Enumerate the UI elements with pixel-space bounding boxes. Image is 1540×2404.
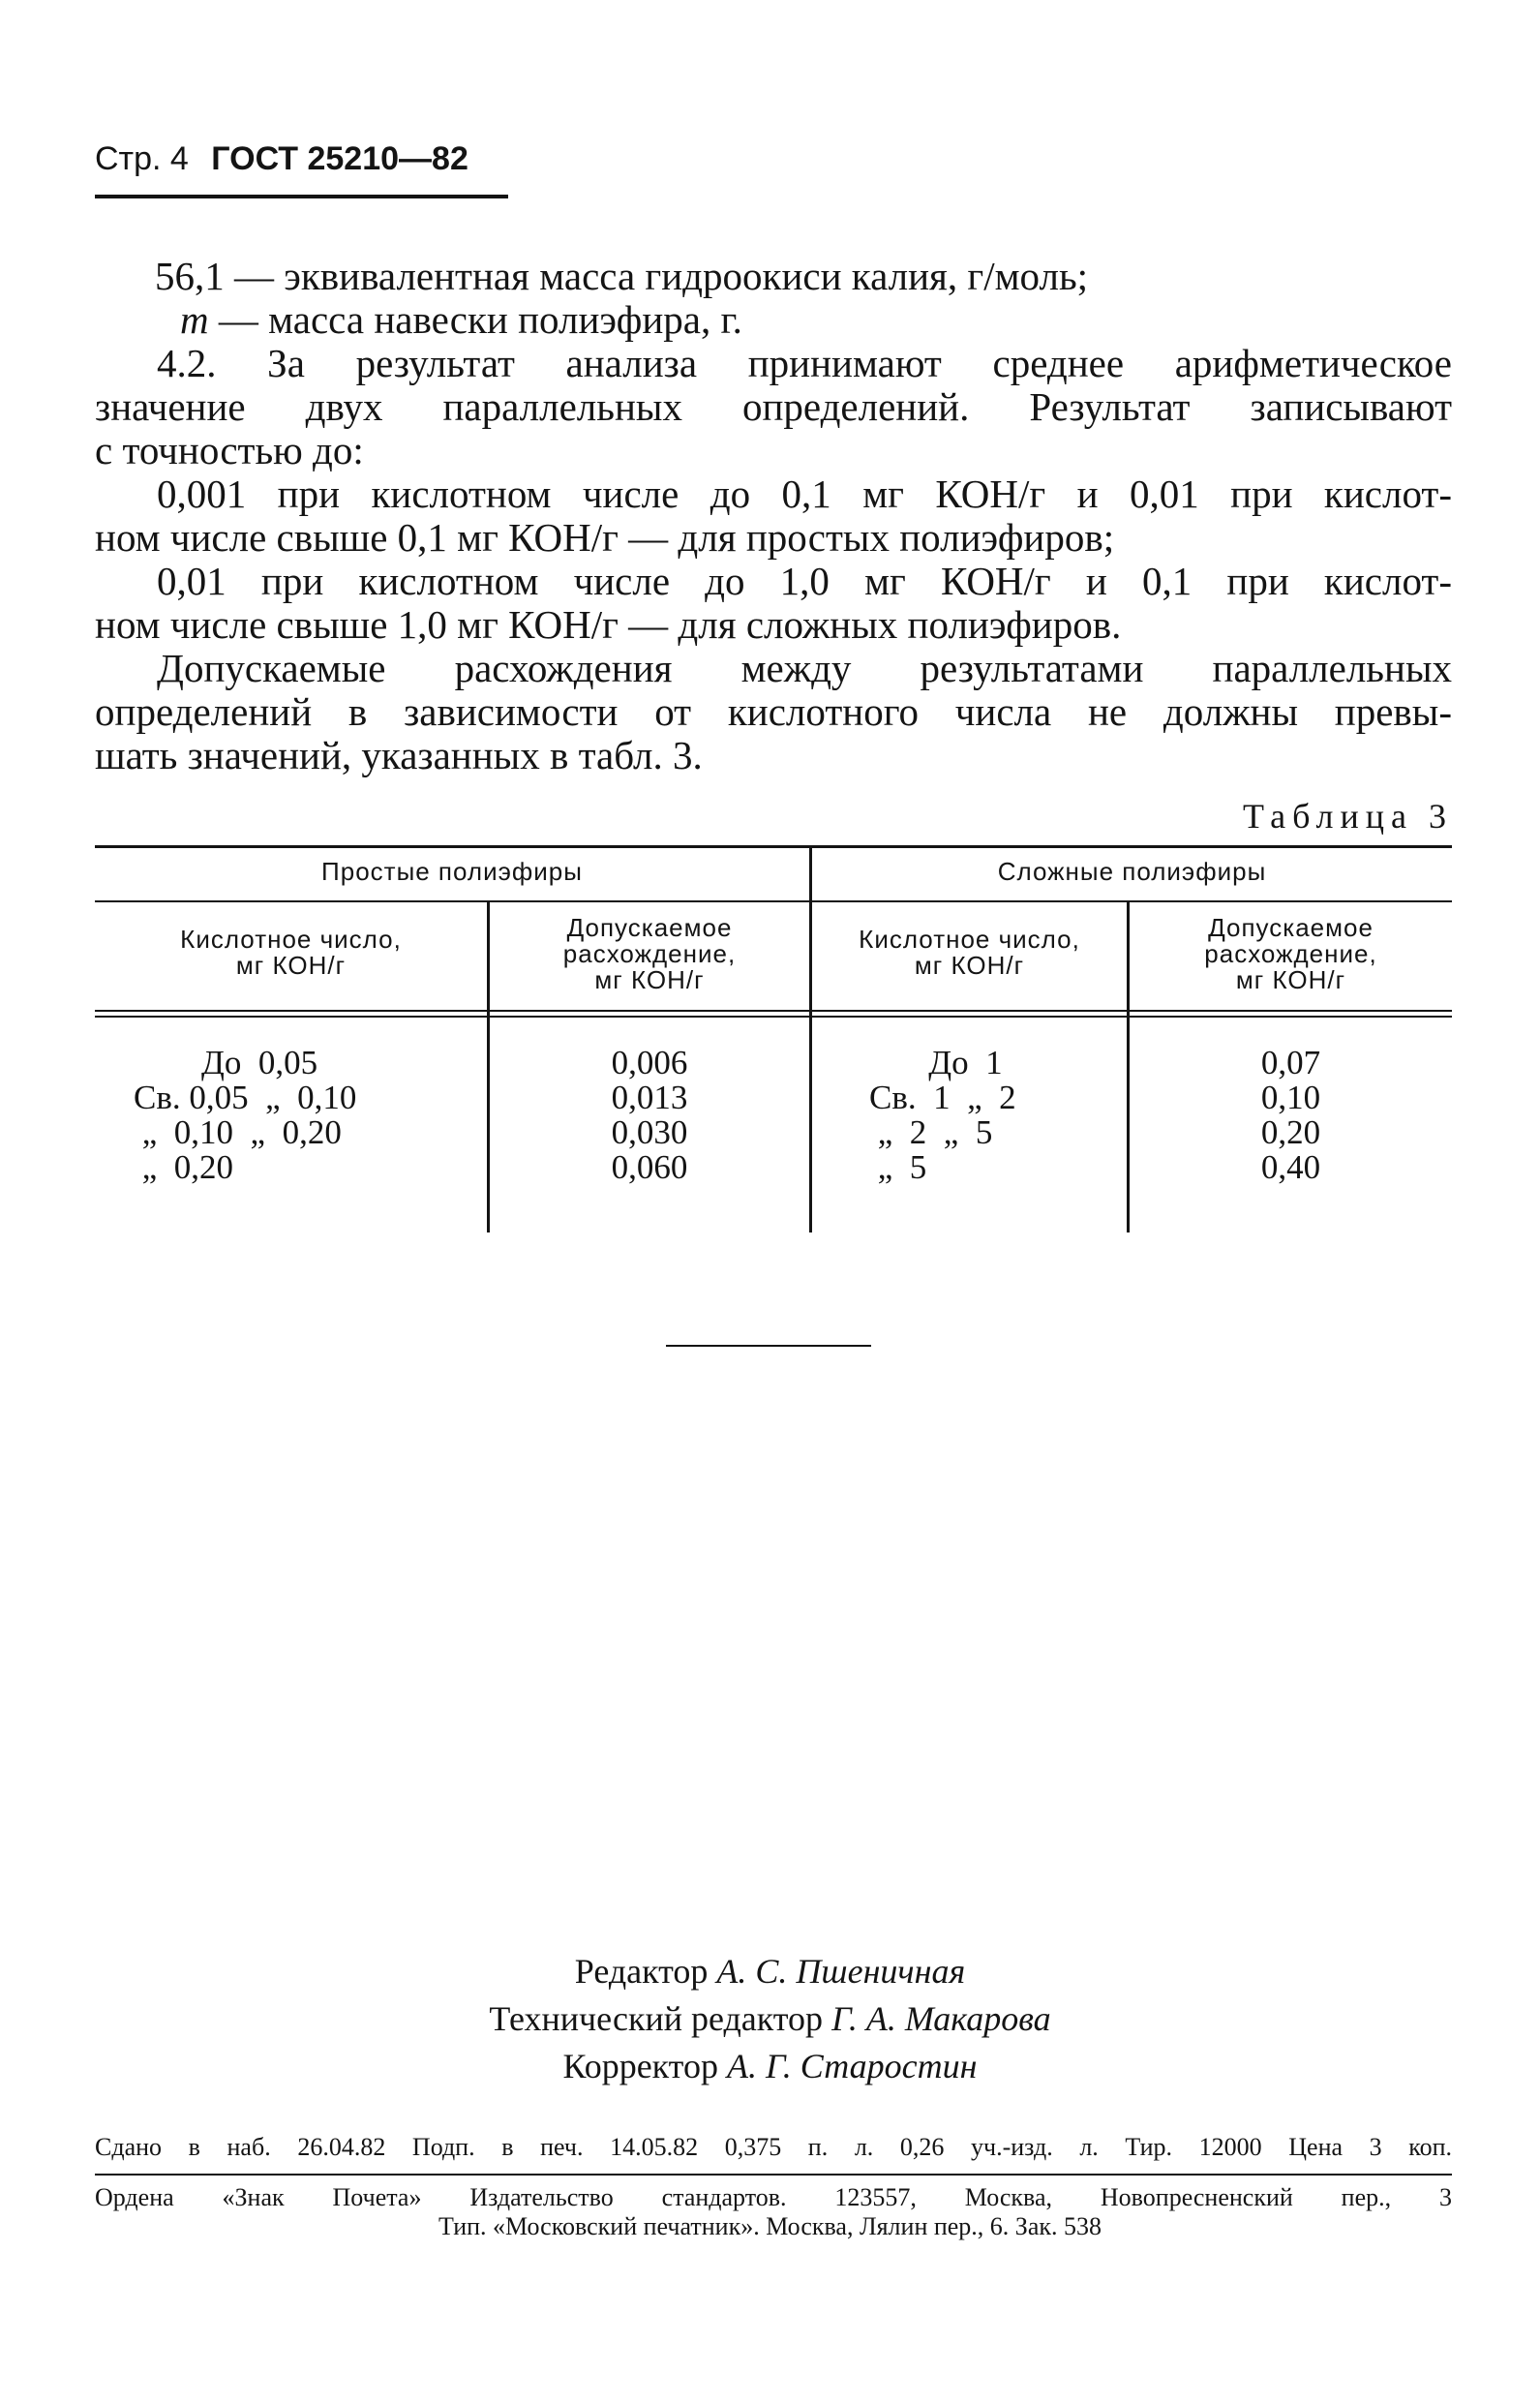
editor-name: А. С. Пшеничная bbox=[716, 1952, 966, 1991]
tolerance-table bbox=[95, 845, 1452, 1232]
table-group-rule bbox=[95, 900, 1452, 902]
credit-editor bbox=[0, 1951, 1540, 1992]
standard-number: ГОСТ 25210—82 bbox=[211, 140, 468, 177]
imprint-rule bbox=[95, 2174, 1452, 2176]
col-header-tolerance-simple: Допускаемое расхождение, мг КОН/г bbox=[562, 913, 737, 994]
mass-symbol: m bbox=[180, 297, 209, 342]
mass-definition-line bbox=[180, 298, 742, 342]
imprint-publisher: Ордена «Знак Почета» Издательство стандартов. 123557, Москва, Новопресненский пер., 3 bbox=[95, 2183, 1452, 2211]
complex-tolerance-values: 0,07 0,10 0,20 0,40 bbox=[1260, 1044, 1321, 1186]
table-header-rule-2 bbox=[95, 1016, 1452, 1018]
header-rule bbox=[95, 195, 508, 198]
table-header-rule-1 bbox=[95, 1010, 1452, 1012]
credit-tech-editor bbox=[0, 1998, 1540, 2039]
col-header-acid-simple: Кислотное число, мг КОН/г bbox=[180, 925, 402, 980]
mass-definition-text: — масса навески полиэфира, г. bbox=[208, 297, 742, 342]
editor-role: Редактор bbox=[574, 1952, 709, 1991]
corrector-name: А. Г. Старостин bbox=[726, 2047, 978, 2085]
corrector-role: Корректор bbox=[562, 2047, 718, 2085]
para-tolerance-line-1: Допускаемые расхождения между результатами параллельных bbox=[157, 646, 1452, 690]
group-header-complex: Сложные полиэфиры bbox=[997, 857, 1267, 886]
imprint-printing-house: Тип. «Московский печатник». Москва, Лялин пер., 6. Зак. 538 bbox=[438, 2212, 1102, 2240]
para-simple-line-1: 0,001 при кислотном числе до 0,1 мг КОН/г и 0,01 при кислот- bbox=[157, 472, 1452, 516]
page-header bbox=[95, 140, 468, 178]
credit-corrector bbox=[0, 2046, 1540, 2086]
col-header-tolerance-complex: Допускаемое расхождение, мг КОН/г bbox=[1204, 913, 1377, 994]
para-complex-line-2: ном числе свыше 1,0 мг КОН/г — для сложных полиэфиров. bbox=[95, 602, 1122, 647]
group-header-simple: Простые полиэфиры bbox=[321, 857, 583, 886]
para-simple-line-2: ном числе свыше 0,1 мг КОН/г — для простых полиэфиров; bbox=[95, 515, 1115, 560]
simple-acid-values: До 0,05 Св. 0,05 „ 0,10 „ 0,10 „ 0,20 „ 0,20 bbox=[134, 1044, 357, 1186]
page-label: Стр. 4 bbox=[95, 140, 189, 177]
simple-tolerance-values: 0,006 0,013 0,030 0,060 bbox=[611, 1044, 688, 1186]
complex-acid-values: До 1 Св. 1 „ 2 „ 2 „ 5 „ 5 bbox=[869, 1044, 1016, 1186]
para-tolerance-line-3: шать значений, указанных в табл. 3. bbox=[95, 733, 703, 777]
table-caption: Таблица 3 bbox=[1243, 797, 1453, 836]
end-rule bbox=[666, 1345, 871, 1347]
table-group-divider bbox=[809, 845, 812, 1232]
para-4-2-line-3: с точностью до: bbox=[95, 428, 364, 472]
imprint-print-data: Сдано в наб. 26.04.82 Подп. в печ. 14.05.82 0,375 п. л. 0,26 уч.-изд. л. Тир. 12000 Цена 3 коп. bbox=[95, 2133, 1452, 2161]
col-header-acid-complex: Кислотное число, мг КОН/г bbox=[859, 925, 1080, 980]
tech-editor-name: Г. А. Макарова bbox=[831, 1999, 1051, 2038]
para-tolerance-line-2: определений в зависимости от кислотного числа не должны превы- bbox=[95, 689, 1452, 734]
table-top-rule bbox=[95, 845, 1452, 848]
para-4-2-line-1: 4.2. За результат анализа принимают среднее арифметическое bbox=[157, 341, 1452, 385]
para-4-2-line-2: значение двух параллельных определений. Результат записывают bbox=[95, 384, 1452, 429]
tech-editor-role: Технический редактор bbox=[489, 1999, 824, 2038]
koh-equivalent-line: 56,1 — эквивалентная масса гидроокиси калия, г/моль; bbox=[155, 254, 1089, 298]
para-complex-line-1: 0,01 при кислотном числе до 1,0 мг КОН/г и 0,1 при кислот- bbox=[157, 559, 1452, 603]
